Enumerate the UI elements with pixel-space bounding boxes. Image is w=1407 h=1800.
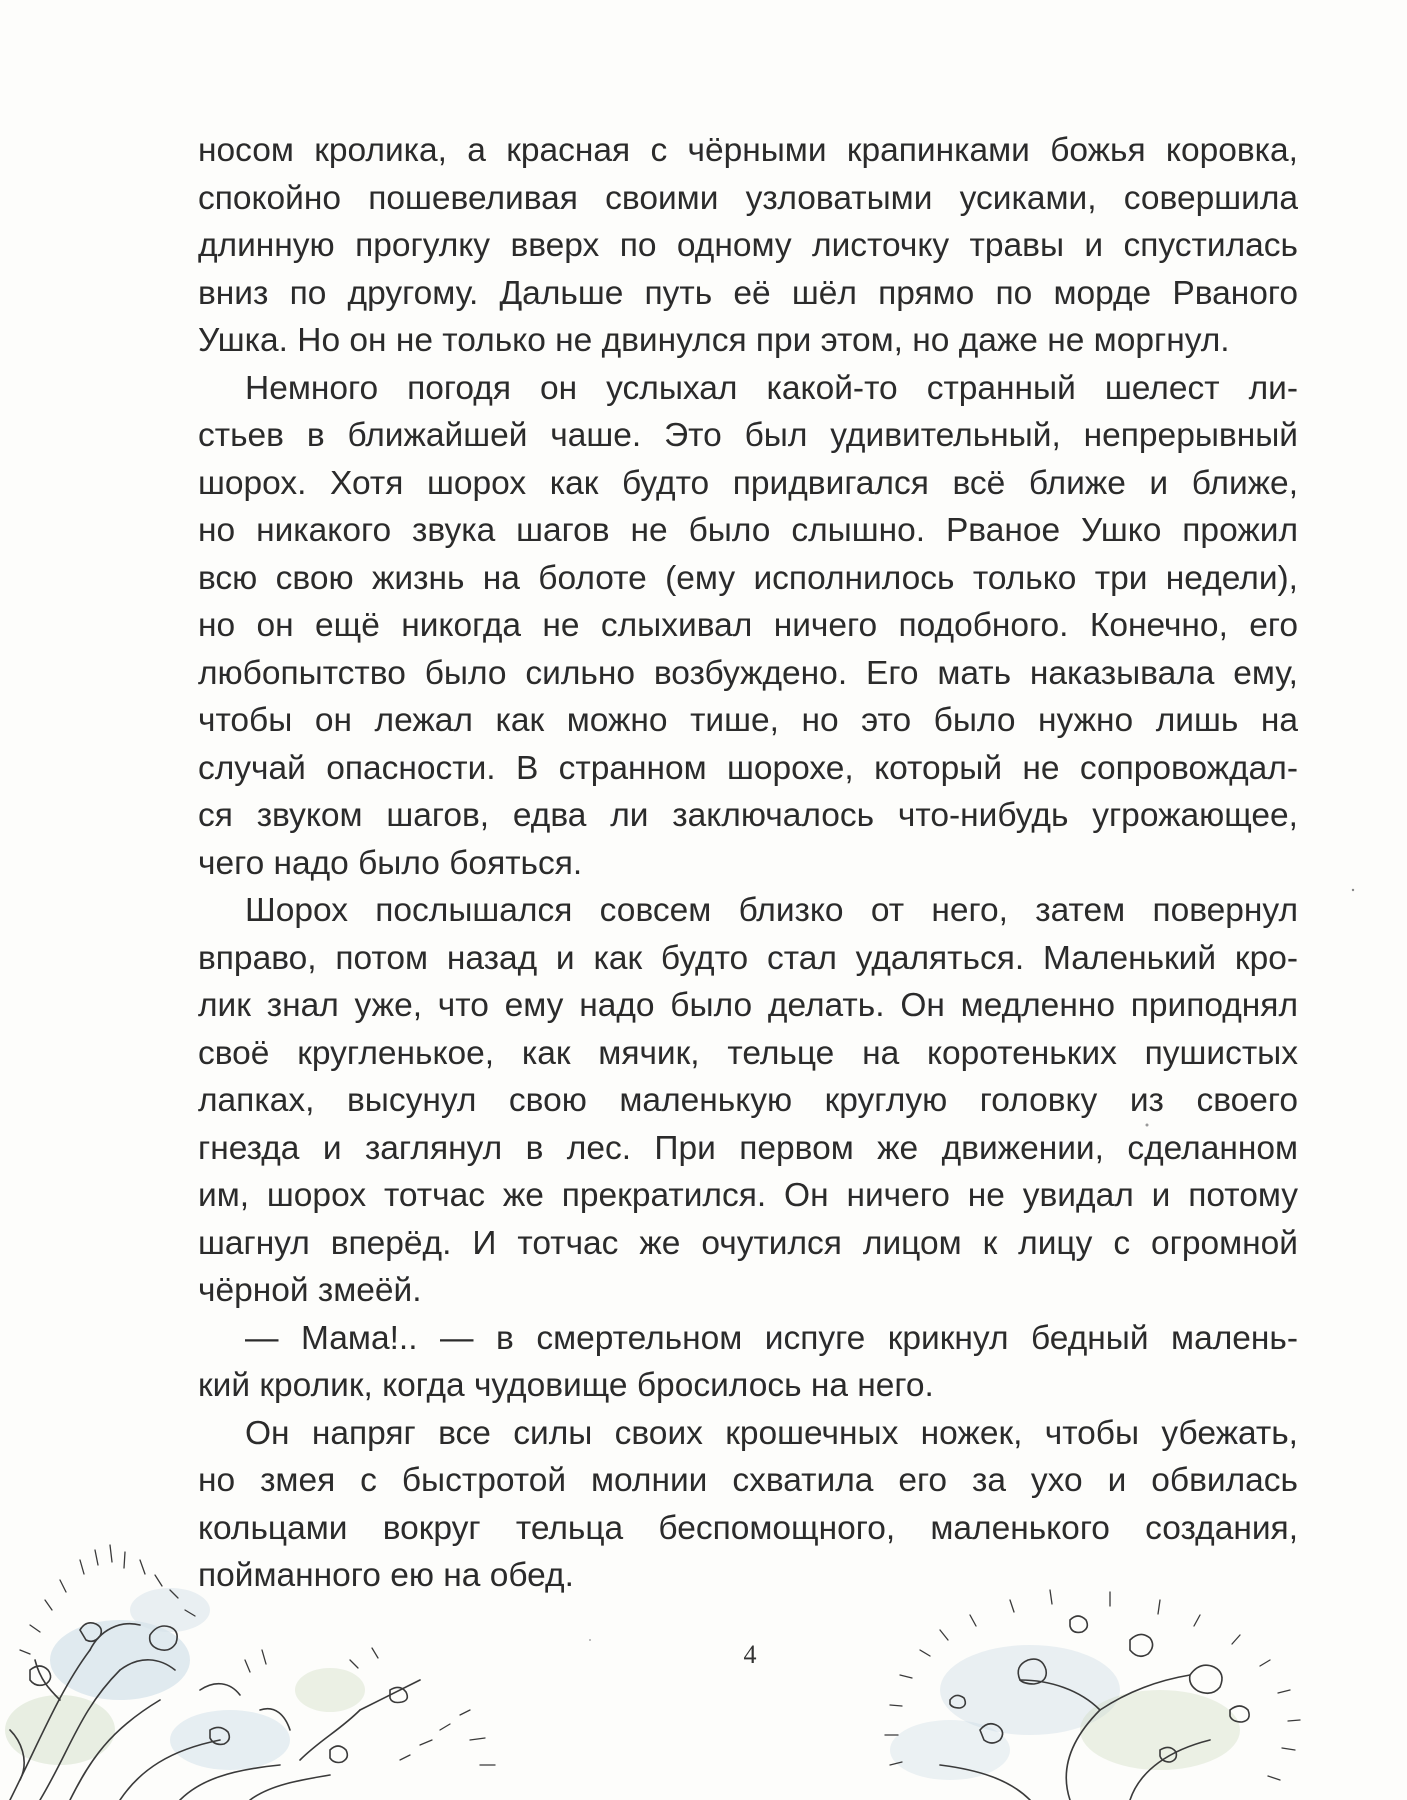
text-line: вправо, потом назад и как будто стал удаляться. Маленький кро- xyxy=(198,939,1298,977)
text-line: Он напряг все силы своих крошечных ножек, чтобы убежать, xyxy=(245,1414,1298,1452)
paragraph xyxy=(198,365,1298,888)
text-line: носом кролика, а красная с чёрными крапинками божья коровка, xyxy=(198,132,1298,169)
text-line: гнезда и заглянул в лес. При первом же движении, сделанном xyxy=(198,1129,1298,1167)
text-line: любопытство было сильно возбуждено. Его мать наказывала ему, xyxy=(198,654,1298,692)
text-line: Шорох послышался совсем близко от него, затем повернул xyxy=(245,892,1298,929)
grass-sketch-illustration xyxy=(0,1540,520,1800)
text-line: Немного погодя он услыхал какой-то странный шелест ли- xyxy=(245,369,1298,407)
text-line: шагнул вперёд. И тотчас же очутился лицом к лицу с огромной xyxy=(198,1224,1298,1262)
text-line: но он ещё никогда не слыхивал ничего подобного. Конечно, его xyxy=(198,607,1298,644)
text-line: Ушка. Но он не только не двинулся при этом, но даже не моргнул. xyxy=(198,322,1230,359)
text-line: чего надо было бояться. xyxy=(198,844,583,882)
text-line: шорох. Хотя шорох как будто придвигался всё ближе и ближе, xyxy=(198,464,1298,502)
text-line: длинную прогулку вверх по одному листочку травы и спустилась xyxy=(198,227,1298,264)
paragraph xyxy=(198,887,1298,1315)
text-line: кольцами вокруг тельца беспомощного, маленького создания, xyxy=(198,1509,1298,1547)
text-line: спокойно пошевеливая своими узловатыми усиками, совершила xyxy=(198,179,1298,217)
text-line: всю свою жизнь на болоте (ему исполнилось только три недели), xyxy=(198,559,1298,597)
story-text xyxy=(198,127,1298,1600)
text-line: — Мама!.. — в смертельном испуге крикнул бедный малень- xyxy=(245,1319,1298,1357)
text-line: чёрной змеёй. xyxy=(198,1272,422,1309)
text-line: своё кругленькое, как мячик, тельце на коротеньких пушистых xyxy=(198,1034,1298,1072)
watercolor-wash xyxy=(5,1588,365,1770)
watercolor-wash xyxy=(890,1645,1240,1780)
text-line: стьев в ближайшей чаше. Это был удивительный, непрерывный xyxy=(198,417,1298,454)
paragraph xyxy=(198,1315,1298,1410)
text-line: лапках, высунул свою маленькую круглую головку из своего xyxy=(198,1082,1298,1119)
text-line: но никакого звука шагов не было слышно. Рваное Ушко прожил xyxy=(198,512,1298,549)
text-line: им, шорох тотчас же прекратился. Он ничего не увидал и потому xyxy=(198,1177,1298,1214)
text-line: лик знал уже, что ему надо было делать. Он медленно приподнял xyxy=(198,987,1298,1024)
text-line: чтобы он лежал как можно тише, но это было нужно лишь на xyxy=(198,702,1298,739)
text-line: но змея с быстротой молнии схватила его за ухо и обвилась xyxy=(198,1462,1298,1499)
bush-sketch-illustration xyxy=(830,1580,1407,1800)
page-number: 4 xyxy=(743,1640,757,1669)
text-line: случай опасности. В странном шорохе, который не сопровождал- xyxy=(198,749,1298,787)
paragraph xyxy=(198,127,1298,365)
text-line: пойманного ею на обед. xyxy=(198,1557,574,1594)
text-line: кий кролик, когда чудовище бросилось на него. xyxy=(198,1367,934,1404)
text-line: ся звуком шагов, едва ли заключалось что-нибудь угрожающее, xyxy=(198,797,1298,834)
text-line: вниз по другому. Дальше путь её шёл прямо по морде Рваного xyxy=(198,274,1298,312)
